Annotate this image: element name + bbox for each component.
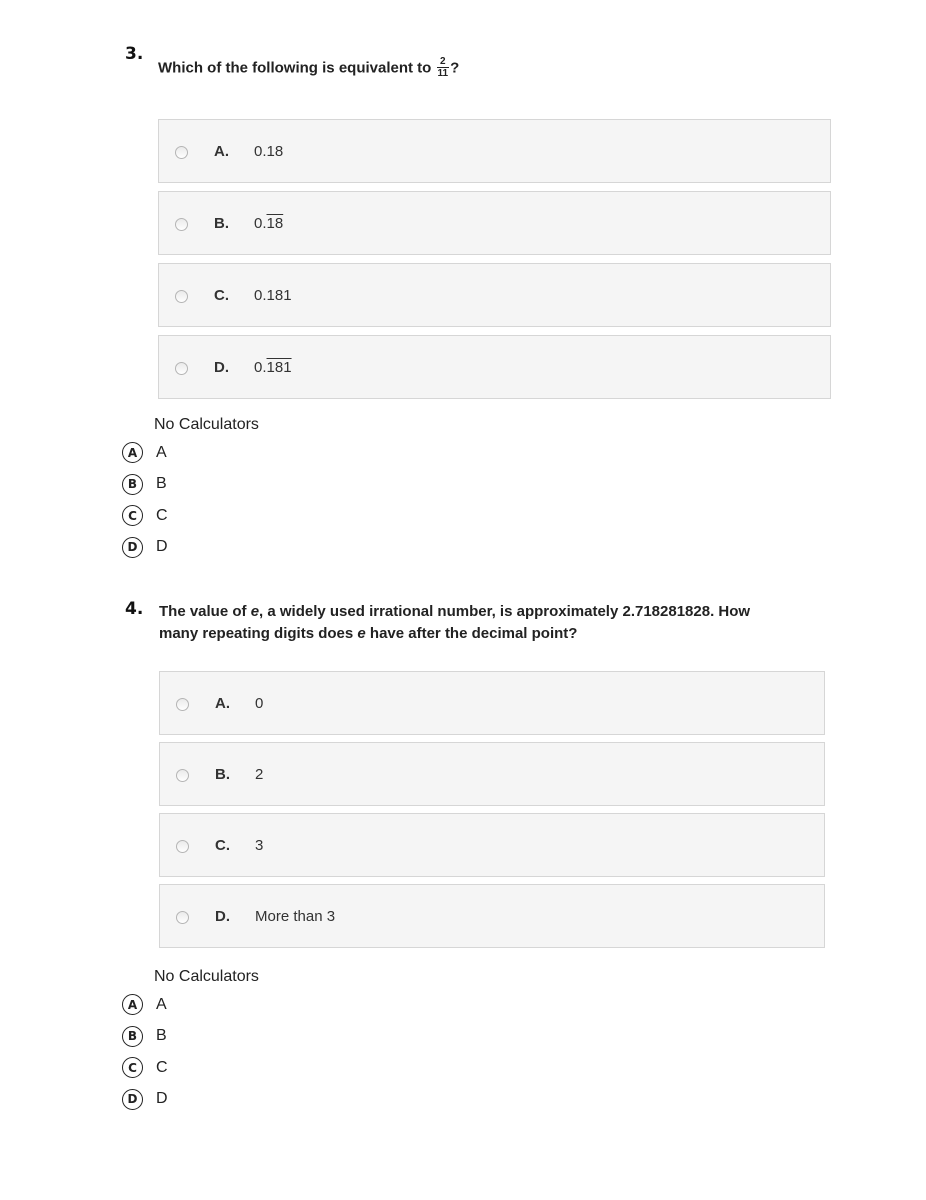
choice-b[interactable] (159, 742, 825, 806)
choice-text: More than 3 (255, 907, 336, 925)
bubble-label: B (156, 1027, 167, 1045)
choice-text: 2 (255, 765, 264, 783)
answer-option-a[interactable] (122, 437, 168, 469)
bubble-label: C (156, 1058, 168, 1076)
prompt-line-2: many repeating digits does e have after the decimal point? (159, 625, 578, 642)
bubble-b[interactable]: B (122, 1026, 143, 1047)
choice-text (254, 215, 283, 232)
bubble-label: D (156, 1090, 168, 1108)
answer-bubbles (122, 989, 168, 1115)
radio-button[interactable] (176, 911, 189, 924)
bubble-a[interactable]: A (122, 442, 143, 463)
answer-option-a[interactable] (122, 989, 168, 1021)
radio-button[interactable] (176, 698, 189, 711)
choice-letter: D. (215, 907, 230, 925)
question-number: 3. (125, 44, 144, 64)
radio-button[interactable] (176, 769, 189, 782)
bubble-a[interactable]: A (122, 994, 143, 1015)
fraction-numerator: 2 (437, 56, 450, 68)
choice-letter: D. (214, 358, 229, 376)
decimal-prefix: 0. (254, 358, 267, 376)
radio-button[interactable] (175, 146, 188, 159)
choice-text (254, 359, 292, 376)
answer-option-c[interactable] (122, 500, 168, 532)
answer-option-b[interactable] (122, 469, 168, 501)
fraction-denominator: 11 (437, 68, 449, 79)
question-number: 4. (125, 599, 144, 619)
choice-list (159, 671, 825, 955)
prompt-line-1: The value of e, a widely used irrational number, is approximately 2.718281828. How (159, 603, 751, 620)
answer-option-d[interactable] (122, 1084, 168, 1116)
choice-list (158, 119, 831, 407)
bubble-c[interactable]: C (122, 505, 143, 526)
choice-c[interactable] (159, 813, 825, 877)
prompt-text-end: ? (450, 59, 460, 77)
calculator-note: No Calculators (154, 968, 259, 985)
bubble-d[interactable]: D (122, 1089, 143, 1110)
bubble-b[interactable]: B (122, 474, 143, 495)
prompt-text: Which of the following is equivalent to (158, 59, 436, 77)
choice-b[interactable] (158, 191, 831, 255)
choice-a[interactable] (159, 671, 825, 735)
question-prompt (159, 601, 819, 645)
bubble-label: A (156, 443, 167, 461)
answer-bubbles (122, 437, 168, 563)
choice-c[interactable] (158, 263, 831, 327)
bubble-c[interactable]: C (122, 1057, 143, 1078)
choice-letter: B. (214, 214, 229, 232)
question-prompt (158, 57, 459, 80)
variable-e: e (250, 603, 260, 620)
repeating-digits: 181 (266, 358, 292, 376)
variable-e: e (357, 625, 366, 642)
bubble-label: D (156, 538, 168, 556)
radio-button[interactable] (175, 218, 188, 231)
bubble-label: A (156, 995, 167, 1013)
choice-d[interactable] (158, 335, 831, 399)
choice-letter: B. (215, 765, 230, 783)
radio-button[interactable] (175, 362, 188, 375)
radio-button[interactable] (175, 290, 188, 303)
answer-option-b[interactable] (122, 1021, 168, 1053)
choice-letter: A. (215, 694, 230, 712)
choice-d[interactable] (159, 884, 825, 948)
answer-option-d[interactable] (122, 532, 168, 564)
choice-text: 0.181 (254, 286, 292, 304)
decimal-prefix: 0. (254, 214, 267, 232)
answer-option-c[interactable] (122, 1052, 168, 1084)
bubble-d[interactable]: D (122, 537, 143, 558)
choice-text: 3 (255, 836, 264, 854)
choice-letter: C. (215, 836, 230, 854)
bubble-label: B (156, 475, 167, 493)
choice-a[interactable] (158, 119, 831, 183)
fraction (437, 56, 450, 79)
choice-text: 0 (255, 694, 264, 712)
choice-text: 0.18 (254, 142, 284, 160)
choice-letter: C. (214, 286, 229, 304)
repeating-digits: 18 (266, 214, 284, 232)
choice-letter: A. (214, 142, 229, 160)
bubble-label: C (156, 506, 168, 524)
calculator-note: No Calculators (154, 416, 259, 433)
radio-button[interactable] (176, 840, 189, 853)
